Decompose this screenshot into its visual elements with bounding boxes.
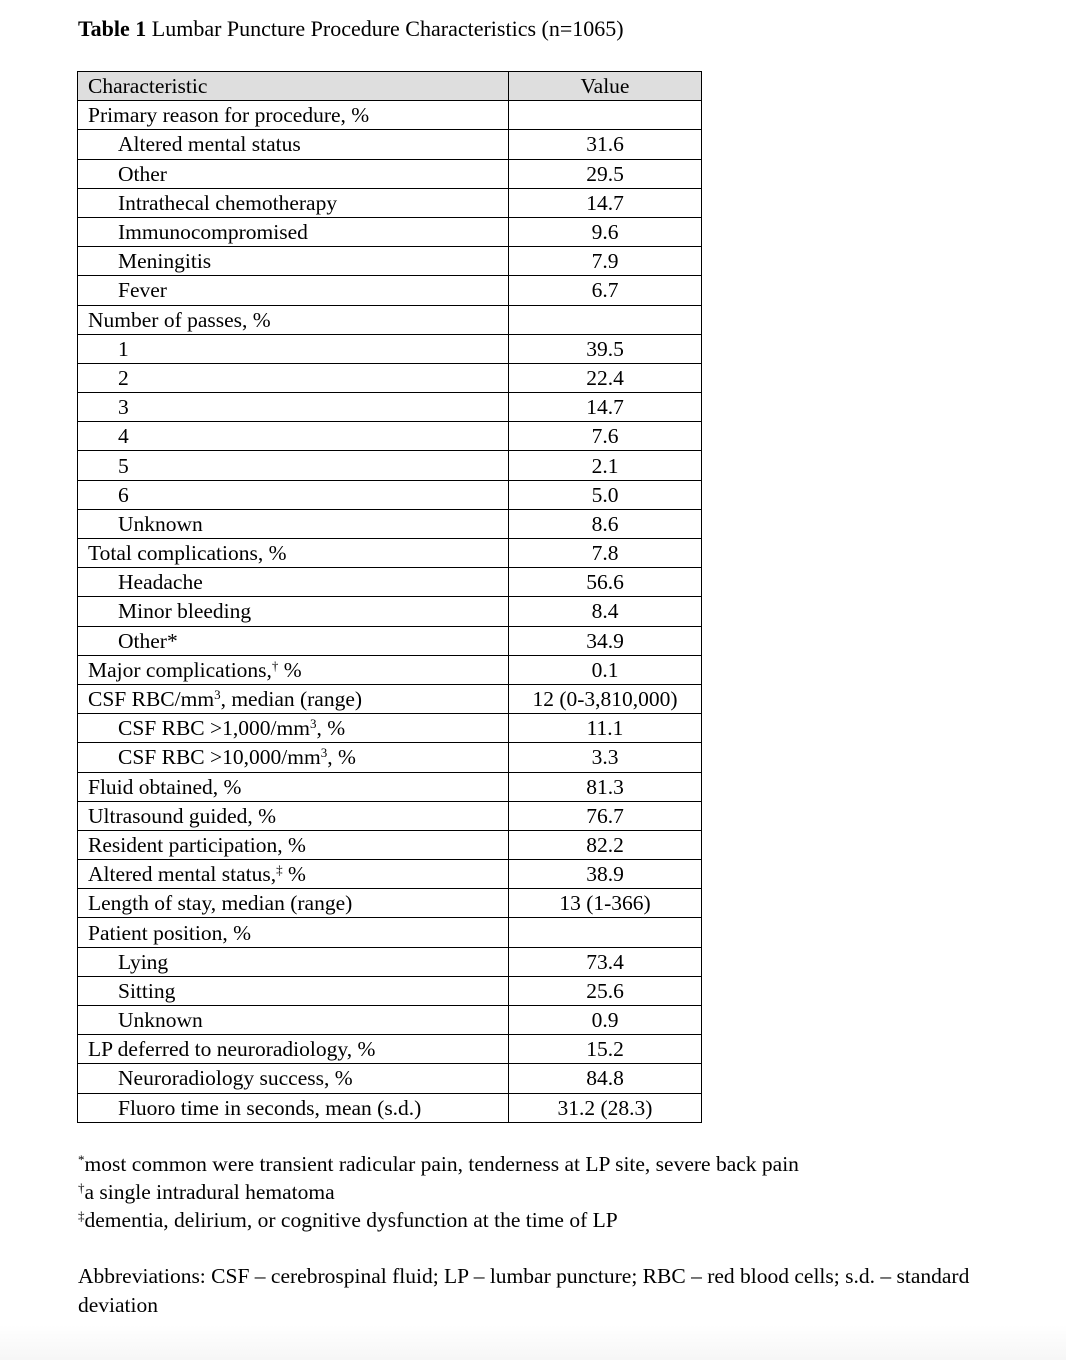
table-row — [78, 655, 702, 684]
footnote — [78, 1206, 799, 1234]
row-label-text: CSF RBC >10,000/mm — [118, 745, 321, 770]
footnote-mark: † — [78, 1180, 85, 1195]
row-value: 84.8 — [509, 1064, 702, 1093]
row-label — [78, 305, 509, 334]
row-value: 15.2 — [509, 1035, 702, 1064]
row-label — [78, 947, 509, 976]
row-label — [78, 159, 509, 188]
row-label-text: Headache — [118, 570, 203, 595]
table-row — [78, 451, 702, 480]
table-row — [78, 947, 702, 976]
table-row — [78, 188, 702, 217]
row-label — [78, 247, 509, 276]
row-label-text: Fluid obtained, % — [88, 774, 242, 799]
row-label-text: Minor bleeding — [118, 599, 252, 624]
row-label — [78, 188, 509, 217]
row-label — [78, 772, 509, 801]
table-row — [78, 1093, 702, 1122]
row-value: 29.5 — [509, 159, 702, 188]
row-label-text: Number of passes, % — [88, 307, 271, 332]
row-label-suffix: , % — [327, 745, 356, 770]
superscript: † — [271, 657, 279, 673]
row-label — [78, 889, 509, 918]
table-row — [78, 393, 702, 422]
superscript: 3 — [320, 745, 328, 761]
row-label — [78, 684, 509, 713]
row-label-text: Ultrasound guided, % — [88, 803, 277, 828]
row-value: 12 (0-3,810,000) — [509, 684, 702, 713]
row-value: 7.8 — [509, 539, 702, 568]
row-label-suffix: , % — [316, 716, 346, 741]
row-label — [78, 1064, 509, 1093]
row-label — [78, 422, 509, 451]
row-value: 56.6 — [509, 568, 702, 597]
table-title — [78, 14, 624, 44]
table-row — [78, 1006, 702, 1035]
row-label — [78, 1006, 509, 1035]
table-row — [78, 626, 702, 655]
row-value: 81.3 — [509, 772, 702, 801]
row-value: 39.5 — [509, 334, 702, 363]
row-value: 14.7 — [509, 188, 702, 217]
table-row — [78, 101, 702, 130]
table-row — [78, 918, 702, 947]
row-label — [78, 714, 509, 743]
row-label-text: 6 — [118, 482, 129, 507]
row-label — [78, 480, 509, 509]
table-row — [78, 1064, 702, 1093]
footnote-text: most common were transient radicular pain, tenderness at LP site, severe back pain — [84, 1152, 799, 1176]
table-number: Table 1 — [78, 16, 147, 41]
row-label — [78, 1093, 509, 1122]
table-row — [78, 889, 702, 918]
table-row — [78, 830, 702, 859]
row-value — [509, 918, 702, 947]
row-label-suffix: % — [282, 862, 306, 887]
row-label-text: Meningitis — [118, 249, 212, 274]
row-value: 13 (1-366) — [509, 889, 702, 918]
row-label-text: Neuroradiology success, % — [118, 1066, 353, 1091]
row-value: 8.4 — [509, 597, 702, 626]
row-value: 73.4 — [509, 947, 702, 976]
row-value: 0.1 — [509, 655, 702, 684]
row-label — [78, 217, 509, 246]
row-label — [78, 509, 509, 538]
row-label — [78, 626, 509, 655]
table-caption: Lumbar Puncture Procedure Characteristics (n=1065) — [151, 16, 624, 41]
table-row — [78, 539, 702, 568]
footnotes — [78, 1150, 799, 1234]
row-label-text: Sitting — [118, 978, 176, 1003]
row-value: 11.1 — [509, 714, 702, 743]
row-label — [78, 801, 509, 830]
row-label — [78, 1035, 509, 1064]
row-label-text: LP deferred to neuroradiology, % — [88, 1037, 376, 1062]
table-row — [78, 217, 702, 246]
table-row — [78, 480, 702, 509]
row-value: 76.7 — [509, 801, 702, 830]
superscript: 3 — [309, 716, 317, 732]
table-row — [78, 860, 702, 889]
row-value: 22.4 — [509, 363, 702, 392]
row-label-text: Altered mental status — [118, 132, 301, 157]
row-label-text: Unknown — [118, 511, 203, 536]
row-label-text: CSF RBC >1,000/mm — [118, 716, 310, 741]
row-value: 31.2 (28.3) — [509, 1093, 702, 1122]
row-value: 82.2 — [509, 830, 702, 859]
footnote — [78, 1178, 799, 1206]
table-row — [78, 276, 702, 305]
row-label — [78, 539, 509, 568]
row-value — [509, 305, 702, 334]
row-label-text: Unknown — [118, 1008, 203, 1033]
row-label-text: Primary reason for procedure, % — [88, 103, 370, 128]
row-label-text: Total complications, % — [88, 541, 287, 566]
table-row — [78, 509, 702, 538]
row-label — [78, 101, 509, 130]
table-row — [78, 684, 702, 713]
table-row — [78, 130, 702, 159]
footnote-mark: * — [78, 1152, 85, 1167]
row-label-suffix: % — [278, 657, 302, 682]
row-value: 7.9 — [509, 247, 702, 276]
header-value: Value — [509, 72, 702, 101]
table-row — [78, 772, 702, 801]
row-label-text: Fever — [118, 278, 167, 303]
abbreviations-note: Abbreviations: CSF – cerebrospinal fluid; LP – lumbar puncture; RBC – red blood cells; s.d. – standard deviation — [78, 1264, 970, 1317]
table-row — [78, 159, 702, 188]
table-row — [78, 305, 702, 334]
row-value: 2.1 — [509, 451, 702, 480]
table-row — [78, 801, 702, 830]
row-label-text: Patient position, % — [88, 920, 252, 945]
row-label-text: Intrathecal chemotherapy — [118, 190, 338, 215]
row-label — [78, 334, 509, 363]
table-row — [78, 422, 702, 451]
row-label — [78, 568, 509, 597]
row-label-text: 5 — [118, 453, 129, 478]
table-row — [78, 976, 702, 1005]
row-label-text: CSF RBC/mm — [88, 687, 215, 712]
row-label — [78, 451, 509, 480]
footnote-text: a single intradural hematoma — [84, 1180, 335, 1204]
row-value — [509, 101, 702, 130]
table-body — [78, 101, 702, 1123]
row-value: 25.6 — [509, 976, 702, 1005]
table-row — [78, 568, 702, 597]
header-characteristic: Characteristic — [78, 72, 509, 101]
footnote-mark: ‡ — [78, 1208, 85, 1223]
table-row — [78, 597, 702, 626]
row-label-text: Length of stay, median (range) — [88, 891, 353, 916]
superscript: 3 — [214, 687, 221, 703]
row-label — [78, 363, 509, 392]
row-value: 6.7 — [509, 276, 702, 305]
row-label-text: Lying — [118, 949, 169, 974]
row-value: 0.9 — [509, 1006, 702, 1035]
row-label — [78, 655, 509, 684]
row-value: 8.6 — [509, 509, 702, 538]
row-value: 14.7 — [509, 393, 702, 422]
row-value: 34.9 — [509, 626, 702, 655]
row-value: 5.0 — [509, 480, 702, 509]
row-label — [78, 743, 509, 772]
table-row — [78, 334, 702, 363]
row-label — [78, 830, 509, 859]
row-value: 31.6 — [509, 130, 702, 159]
table-row — [78, 743, 702, 772]
row-label-text: Resident participation, % — [88, 832, 306, 857]
row-value: 9.6 — [509, 217, 702, 246]
row-label — [78, 393, 509, 422]
table-row — [78, 714, 702, 743]
row-value: 7.6 — [509, 422, 702, 451]
table-row — [78, 1035, 702, 1064]
characteristics-table — [77, 71, 702, 1123]
row-label-text: 4 — [118, 424, 129, 449]
row-label-text: Fluoro time in seconds, mean (s.d.) — [118, 1095, 422, 1120]
row-value: 38.9 — [509, 860, 702, 889]
footnote-text: dementia, delirium, or cognitive dysfunction at the time of LP — [84, 1208, 618, 1232]
row-label — [78, 130, 509, 159]
row-label-text: Immunocompromised — [118, 220, 308, 245]
footnote — [78, 1150, 799, 1178]
table-row — [78, 363, 702, 392]
row-label-text: 3 — [118, 395, 129, 420]
row-label-text: Major complications, — [88, 657, 272, 682]
table-row — [78, 247, 702, 276]
row-label-text: Other — [118, 161, 167, 186]
row-label — [78, 918, 509, 947]
superscript: ‡ — [276, 862, 283, 878]
row-label-suffix: , median (range) — [220, 687, 363, 712]
row-label — [78, 276, 509, 305]
row-label — [78, 976, 509, 1005]
row-value: 3.3 — [509, 743, 702, 772]
row-label-text: 1 — [118, 336, 129, 361]
row-label-text: Altered mental status, — [88, 862, 277, 887]
row-label-text: 2 — [118, 365, 129, 390]
row-label-text: Other* — [118, 628, 178, 653]
table-header-row — [78, 72, 702, 101]
row-label — [78, 860, 509, 889]
row-label — [78, 597, 509, 626]
